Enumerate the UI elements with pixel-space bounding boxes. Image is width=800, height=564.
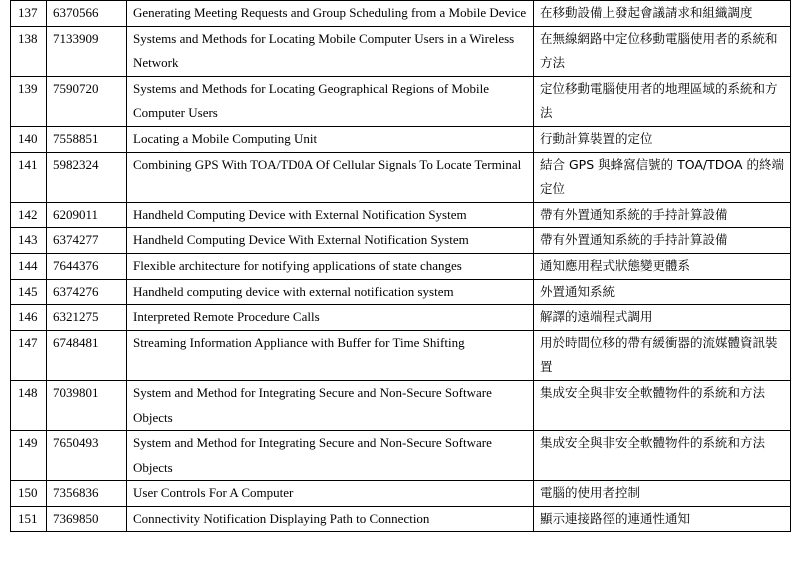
patent-title-chinese: 定位移動電腦使用者的地理區域的系統和方法 <box>534 76 791 126</box>
patent-title-chinese: 用於時間位移的帶有緩衝器的流媒體資訊裝置 <box>534 330 791 380</box>
patent-number: 6209011 <box>47 202 127 228</box>
patent-title-chinese: 行動計算裝置的定位 <box>534 126 791 152</box>
patent-number: 7650493 <box>47 431 127 481</box>
patent-number: 6370566 <box>47 1 127 27</box>
row-number: 137 <box>11 1 47 27</box>
patent-number: 7039801 <box>47 380 127 430</box>
row-number: 138 <box>11 26 47 76</box>
patent-title-chinese: 顯示連接路徑的連通性通知 <box>534 506 791 532</box>
row-number: 146 <box>11 305 47 331</box>
patent-title: Connectivity Notification Displaying Path to Connection <box>127 506 534 532</box>
patent-title: Systems and Methods for Locating Mobile Computer Users in a Wireless Network <box>127 26 534 76</box>
patent-number: 6374277 <box>47 228 127 254</box>
row-number: 148 <box>11 380 47 430</box>
row-number: 140 <box>11 126 47 152</box>
patent-title-chinese: 集成安全與非安全軟體物件的系統和方法 <box>534 431 791 481</box>
table-row <box>11 228 791 254</box>
patent-title-chinese: 帶有外置通知系統的手持計算設備 <box>534 228 791 254</box>
row-number: 139 <box>11 76 47 126</box>
table-row <box>11 202 791 228</box>
patent-title-chinese: 在移動設備上發起會議請求和組織調度 <box>534 1 791 27</box>
table-row <box>11 76 791 126</box>
patent-title-chinese: 通知應用程式狀態變更體系 <box>534 253 791 279</box>
row-number: 142 <box>11 202 47 228</box>
table-row <box>11 506 791 532</box>
row-number: 151 <box>11 506 47 532</box>
patent-title-chinese: 外置通知系統 <box>534 279 791 305</box>
table-row <box>11 279 791 305</box>
table-row <box>11 152 791 202</box>
patent-title: Combining GPS With TOA/TD0A Of Cellular Signals To Locate Terminal <box>127 152 534 202</box>
patent-number: 7590720 <box>47 76 127 126</box>
patent-title-chinese: 集成安全與非安全軟體物件的系統和方法 <box>534 380 791 430</box>
table-row <box>11 253 791 279</box>
patent-number: 7356836 <box>47 481 127 507</box>
patent-number: 5982324 <box>47 152 127 202</box>
patent-number: 7558851 <box>47 126 127 152</box>
patent-number: 7369850 <box>47 506 127 532</box>
row-number: 149 <box>11 431 47 481</box>
patent-title-chinese: 解譯的遠端程式調用 <box>534 305 791 331</box>
patent-title: Locating a Mobile Computing Unit <box>127 126 534 152</box>
patent-title: Generating Meeting Requests and Group Scheduling from a Mobile Device <box>127 1 534 27</box>
row-number: 147 <box>11 330 47 380</box>
table-row <box>11 126 791 152</box>
patent-number: 6321275 <box>47 305 127 331</box>
patent-title: System and Method for Integrating Secure and Non-Secure Software Objects <box>127 431 534 481</box>
table-row <box>11 481 791 507</box>
patent-number: 7133909 <box>47 26 127 76</box>
table-row <box>11 380 791 430</box>
patent-title: User Controls For A Computer <box>127 481 534 507</box>
patent-title: Flexible architecture for notifying applications of state changes <box>127 253 534 279</box>
patent-number: 7644376 <box>47 253 127 279</box>
table-row <box>11 26 791 76</box>
patent-title-chinese: 電腦的使用者控制 <box>534 481 791 507</box>
patent-title: System and Method for Integrating Secure and Non-Secure Software Objects <box>127 380 534 430</box>
table-row <box>11 431 791 481</box>
patent-title-chinese: 帶有外置通知系統的手持計算設備 <box>534 202 791 228</box>
table-row <box>11 330 791 380</box>
patent-title: Handheld Computing Device With External Notification System <box>127 228 534 254</box>
patent-title: Streaming Information Appliance with Buffer for Time Shifting <box>127 330 534 380</box>
patent-title: Handheld Computing Device with External Notification System <box>127 202 534 228</box>
patent-title-chinese: 結合 GPS 與蜂窩信號的 TOA/TDOA 的終端定位 <box>534 152 791 202</box>
patent-title-chinese: 在無線網路中定位移動電腦使用者的系統和方法 <box>534 26 791 76</box>
patent-number: 6374276 <box>47 279 127 305</box>
patent-table <box>10 0 791 532</box>
table-row <box>11 1 791 27</box>
table-row <box>11 305 791 331</box>
patent-title: Interpreted Remote Procedure Calls <box>127 305 534 331</box>
row-number: 145 <box>11 279 47 305</box>
row-number: 150 <box>11 481 47 507</box>
row-number: 144 <box>11 253 47 279</box>
patent-title: Systems and Methods for Locating Geographical Regions of Mobile Computer Users <box>127 76 534 126</box>
row-number: 141 <box>11 152 47 202</box>
patent-number: 6748481 <box>47 330 127 380</box>
row-number: 143 <box>11 228 47 254</box>
patent-title: Handheld computing device with external notification system <box>127 279 534 305</box>
patent-table-body <box>11 1 791 532</box>
